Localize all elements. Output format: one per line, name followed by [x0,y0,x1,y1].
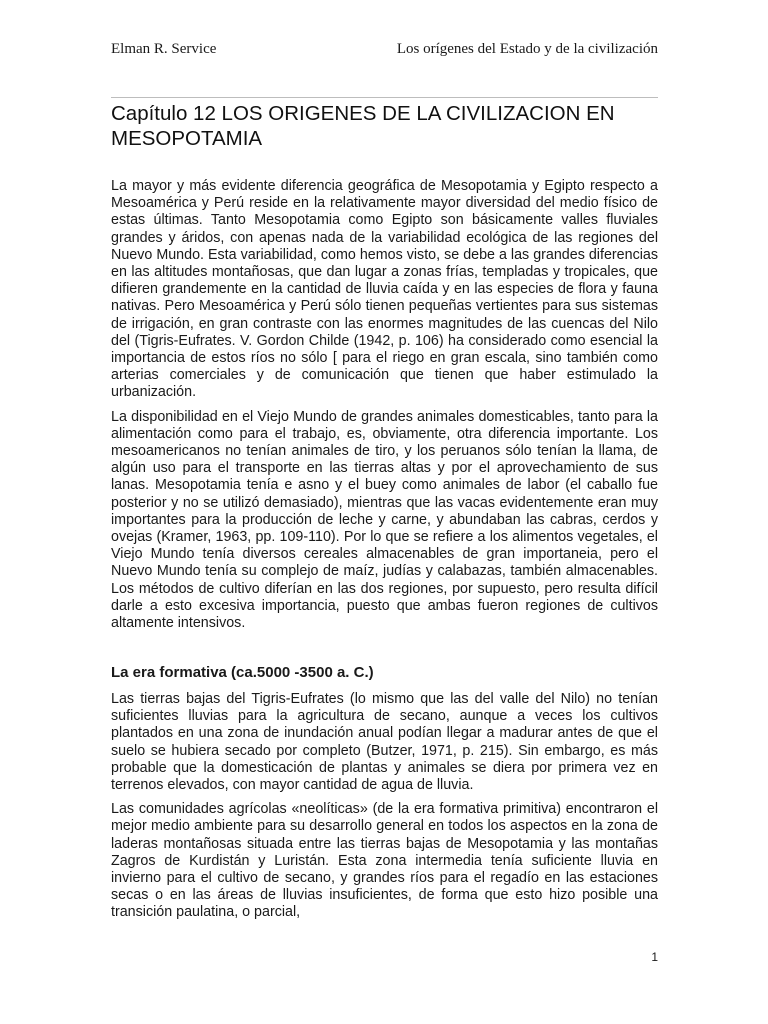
header-author: Elman R. Service [111,41,217,57]
header-divider [111,97,658,98]
paragraph: La disponibilidad en el Viejo Mundo de grandes animales domesticables, tanto para la alimentación como para el trabajo, es, obviamente, otra diferencia importante. Los mesoamericanos no tenían animales de tiro, y los peruanos sólo tenían la llama, de algún uso para el transporte en las tierras altas y por el aprovechamiento de sus lanas. Mesopotamia tenía e asno y el buey como animales de labor (el caballo fue posterior y no se utilizó demasiado), mientras que las vacas evidentemente eran muy importantes para la producción de leche y carne, y abundaban las cabras, cerdos y ovejas (Kramer, 1963, pp. 109-110). Por lo que se refiere a los alimentos vegetales, el Viejo Mundo tenía diversos cereales almacenables de gran importaneia, pero el Nuevo Mundo tenía su complejo de maíz, judías y calabazas, también almacenables. Los métodos de cultivo diferían en las dos regiones, por supuesto, pero resulta difícil darle a esto excesiva importancia, puesto que ambas fueron regiones de cultivos altamente intensivos. [111,408,658,632]
chapter-body [111,178,658,639]
paragraph: Las tierras bajas del Tigris-Eufrates (lo mismo que las del valle del Nilo) no tenían suficientes lluvias para la agricultura de secano, aunque a veces los cultivos plantados en una zona de inundación anual podían llegar a madurar antes de que el suelo se hubiera secado por completo (Butzer, 1971, p. 215). Sin embargo, es más probable que la domesticación de plantas y animales se diera por primera vez en terrenos elevados, con mayor cantidad de agua de lluvia. [111,691,658,794]
section-title: La era formativa (ca.5000 -3500 a. C.) [111,664,374,681]
header-book-title: Los orígenes del Estado y de la civilización [396,41,658,57]
chapter-title: Capítulo 12 LOS ORIGENES DE LA CIVILIZACION EN MESOPOTAMIA [111,102,615,150]
paragraph: Las comunidades agrícolas «neolíticas» (de la era formativa primitiva) encontraron el mejor medio ambiente para su desarrollo general en todos los aspectos en la zona de laderas montañosas situada entre las tierras bajas de Mesopotamia y las montañas Zagros de Kurdistán y Luristán. Esta zona intermedia tenía suficiente lluvia en invierno para el cultivo de secano, y grandes ríos para el regadío en las estaciones secas o en las áreas de lluvias insuficientes, de forma que esto hizo posible una transición paulatina, o parcial, [111,801,658,921]
paragraph: La mayor y más evidente diferencia geográfica de Mesopotamia y Egipto respecto a Mesoamérica y Perú reside en la relativamente mayor diversidad del medio físico de estas últimas. Tanto Mesopotamia como Egipto son básicamente valles fluviales grandes y áridos, con apenas nada de la variabilidad ecológica de las regiones del Nuevo Mundo. Esta variabilidad, como hemos visto, se debe a las grandes diferencias en las altitudes montañosas, que dan lugar a zonas frías, templadas y tropicales, que difieren grandemente en la cantidad de lluvia caída y en las especies de flora y fauna nativas. Pero Mesoamérica y Perú sólo tienen pequeñas vertientes para sus sistemas de irrigación, en gran contraste con las enormes magnitudes de las cuencas del Nilo del (Tigris-Eufrates. V. Gordon Childe (1942, p. 106) ha considerado como esencial la importancia de estos ríos no sólo [ para el riego en gran escala, sino también como arterias comerciales y de comunicación que tienen que haber estimulado la urbanización. [111,178,658,401]
page-number: 1 [651,950,658,964]
section-body [111,691,658,929]
running-header [111,41,658,61]
